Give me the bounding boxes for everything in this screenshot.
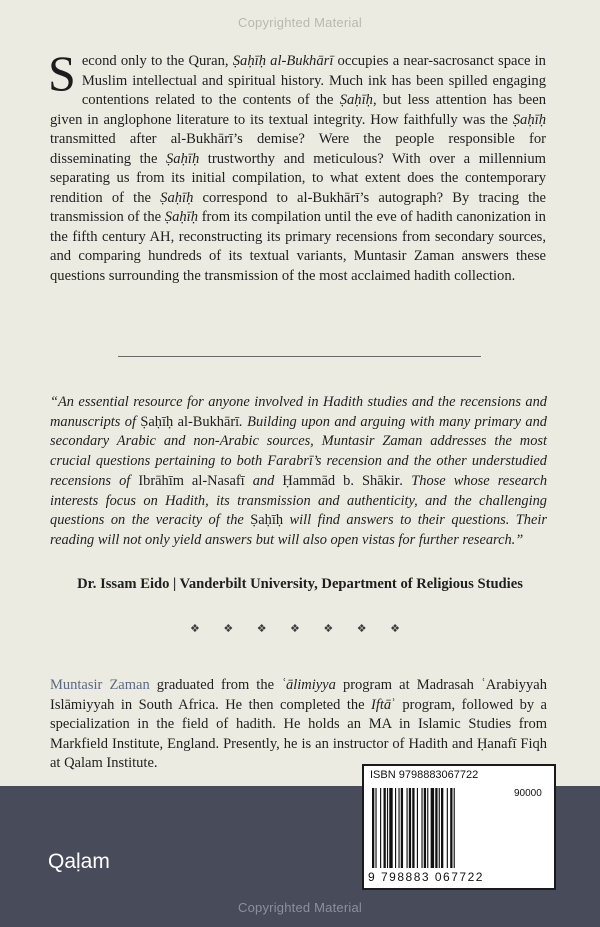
isbn-barcode xyxy=(362,764,556,890)
drop-cap: S xyxy=(48,45,76,101)
barcode-bars xyxy=(372,788,508,868)
blurb-text: econd only to the Quran, Ṣaḥīḥ al-Bukhārī occupies a near-sacrosanct space in Muslim intellectual and spiritual history. Much ink has been spilled engaging contentions related to the contents of the Ṣaḥīḥ, but less attention has been given in anglophone literature to its textual integrity. How faithfully was the Ṣaḥīḥ transmitted after al-Bukhārī’s demise? Were the people responsible for disseminating the Ṣaḥīḥ trustworthy and meticulous? With over a millennium separating us from its initial compilation, to what extent does the contemporary rendition of the Ṣaḥīḥ correspond to al-Bukhārī’s autograph? By tracing the transmission of the Ṣaḥīḥ from its compilation until the eve of hadith canonization in the fifth century AH, reconstructing its primary recensions from secondary sources, and comparing hundreds of its textual variants, Muntasir Zaman answers these questions surrounding the transmission of the most acclaimed hadith collection. xyxy=(50,53,546,284)
copyright-watermark-top: Copyrighted Material xyxy=(238,15,362,30)
copyright-watermark-bottom: Copyrighted Material xyxy=(238,900,362,915)
endorsement-attribution: Dr. Issam Eido | Vanderbilt University, Department of Religious Studies xyxy=(77,576,523,592)
bio-text: graduated from the ʿālimiyya program at Madrasah ʿArabiyyah Islāmiyyah in South Africa. He then completed the Iftāʾ program, followed by a specialization in the field of hadith. He holds an MA in Islamic Studies from Markfield Institute, England. Presently, he is an instructor of Hadith and Ḥanafī Fiqh at Qalam Institute. xyxy=(50,677,547,771)
author-name: Muntasir Zaman xyxy=(50,677,150,693)
book-blurb xyxy=(48,45,546,286)
author-bio xyxy=(50,676,547,774)
isbn-label: ISBN 9798883067722 xyxy=(370,769,479,781)
isbn-digits: 9 798883 067722 xyxy=(368,870,484,884)
section-divider xyxy=(118,356,481,357)
publisher-logo: Qaḷam xyxy=(48,850,110,873)
endorsement-quote: “An essential resource for anyone involved in Hadith studies and the recensions and manuscripts of Ṣaḥīḥ al-Bukhārī. Building upon and arguing with many primary and secondary Arabic and non-Arabic sources, Muntasir Zaman addresses the most crucial questions pertaining to both Farabrī’s recension and the other understudied recensions of Ibrāhīm al-Nasafī and Ḥammād b. Shākir. Those whose research interests focus on Hadith, its transmission and authenticity, and the challenging questions on the veracity of the Ṣaḥīḥ will find answers to their questions. Their reading will not only yield answers but will also open vistas for further research.” xyxy=(50,394,548,548)
diamond-ornament: ❖ ❖ ❖ ❖ ❖ ❖ ❖ xyxy=(189,622,410,635)
price-code: 90000 xyxy=(514,788,542,799)
